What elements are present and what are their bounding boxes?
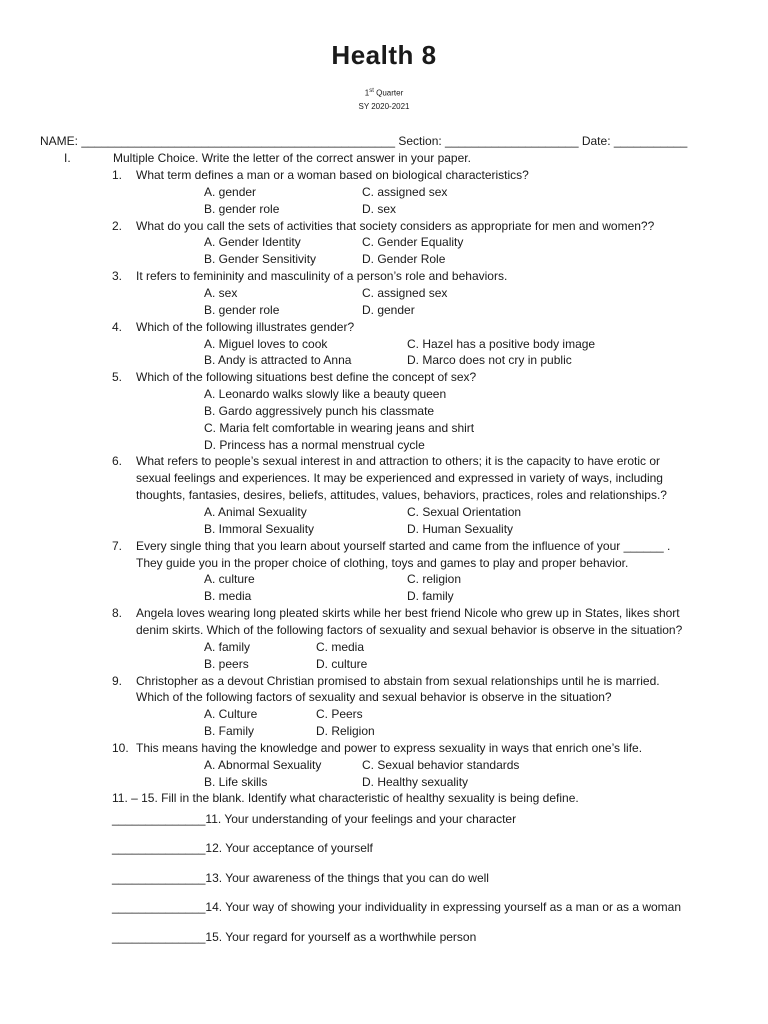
question-text: This means having the knowledge and power to express sexuality in ways that enrich one’s life. [136, 740, 643, 755]
info-line: NAME: _______________________________________________ Section: ____________________ Date: ___________ [40, 134, 688, 148]
question-text: They guide you in the proper choice of clothing, toys and games to play and proper behavior. [136, 555, 629, 570]
answer-option: A. culture [204, 572, 255, 587]
answer-option: B. media [204, 589, 252, 604]
answer-option: D. sex [362, 201, 397, 216]
answer-option: A. sex [204, 285, 238, 300]
quarter-number: 1 [364, 88, 370, 98]
question-text: denim skirts. Which of the following factors of sexuality and sexual behavior is observe in the situation? [136, 622, 683, 637]
question-text: sexual feelings and experiences. It may be experienced and expressed in variety of ways, including [136, 471, 663, 486]
answer-option: B. gender role [204, 201, 280, 216]
answer-option: C. Peers [316, 707, 363, 722]
fill-in-item: ______________11. Your understanding of your feelings and your character [112, 812, 517, 826]
answer-option: B. Immoral Sexuality [204, 521, 315, 536]
question-number: 1. [112, 168, 123, 182]
question-text: Which of the following situations best define the concept of sex? [136, 370, 477, 385]
answer-option: D. Marco does not cry in public [407, 353, 572, 368]
question-text: Which of the following factors of sexuality and sexual behavior is observe in the situation? [136, 690, 612, 705]
answer-option: C. Maria felt comfortable in wearing jeans and shirt [204, 420, 475, 435]
answer-option: D. Religion [316, 724, 375, 739]
question-text: It refers to femininity and masculinity of a person’s role and behaviors. [136, 269, 508, 284]
answer-option: D. Princess has a normal menstrual cycle [204, 437, 425, 452]
answer-option: D. Healthy sexuality [362, 774, 469, 789]
answer-option: C. assigned sex [362, 184, 448, 199]
fill-in-item: ______________15. Your regard for yourself as a worthwhile person [112, 930, 477, 944]
answer-option: C. Hazel has a positive body image [407, 336, 596, 351]
answer-option: A. Abnormal Sexuality [204, 757, 322, 772]
answer-option: C. Sexual Orientation [407, 505, 522, 519]
answer-option: D. Gender Role [362, 252, 446, 267]
question-text: What do you call the sets of activities that society considers as appropriate for men and women?? [136, 218, 655, 233]
answer-option: A. Leonardo walks slowly like a beauty queen [204, 387, 447, 402]
fill-in-item: ______________14. Your way of showing your individuality in expressing yourself as a man or as a woman [112, 900, 682, 914]
page-title: Health 8 [331, 40, 437, 70]
answer-option: D. gender [362, 302, 415, 317]
question-text: Angela loves wearing long pleated skirts while her best friend Nicole who grew up in States, likes short [136, 606, 680, 621]
answer-option: C. Sexual behavior standards [362, 757, 520, 772]
answer-option: D. family [407, 589, 454, 604]
question-number: 8. [112, 606, 123, 621]
answer-option: C. religion [407, 572, 462, 587]
question-number: 9. [112, 673, 123, 688]
question-number: 7. [112, 538, 123, 553]
answer-option: B. Gender Sensitivity [204, 252, 317, 267]
question-number: 5. [112, 370, 123, 385]
answer-option: A. Culture [204, 707, 258, 722]
question-number: 4. [112, 319, 123, 334]
answer-option: B. Gardo aggressively punch his classmate [204, 403, 435, 418]
section-heading: Multiple Choice. Write the letter of the correct answer in your paper. [113, 151, 471, 165]
question-text: Every single thing that you learn about yourself started and came from the influence of your ______ . [136, 538, 671, 553]
question-number: 6. [112, 454, 123, 469]
quarter-label [0, 88, 768, 98]
answer-option: C. Gender Equality [362, 235, 464, 250]
fill-in-item: ______________12. Your acceptance of yourself [112, 841, 373, 855]
question-text: Christopher as a devout Christian promised to abstain from sexual relationships until he is married. [136, 673, 660, 688]
answer-option: A. Gender Identity [204, 235, 301, 250]
answer-option: B. Life skills [204, 774, 268, 789]
answer-option: B. Andy is attracted to Anna [204, 353, 352, 368]
answer-option: B. gender role [204, 302, 280, 317]
section-roman: I. [64, 151, 71, 165]
answer-option: C. media [316, 639, 365, 654]
question-text: What term defines a man or a woman based on biological characteristics? [136, 168, 529, 182]
question-text: thoughts, fantasies, desires, beliefs, attitudes, values, behaviors, practices, roles and relationships.? [136, 488, 667, 503]
answer-option: A. gender [204, 184, 257, 199]
answer-option: B. Family [204, 724, 255, 739]
quarter-ordinal: st [369, 88, 374, 94]
answer-option: C. assigned sex [362, 285, 448, 300]
answer-option: B. peers [204, 656, 249, 671]
question-number: 3. [112, 269, 123, 284]
question-number: 10. [112, 740, 129, 755]
answer-option: A. Animal Sexuality [204, 505, 307, 519]
answer-option: A. Miguel loves to cook [204, 336, 328, 351]
quarter-word: Quarter [373, 88, 404, 98]
answer-option: D. Human Sexuality [407, 521, 514, 536]
answer-option: A. family [204, 639, 251, 654]
school-year: SY 2020-2021 [358, 102, 410, 111]
fill-in-heading: 11. – 15. Fill in the blank. Identify what characteristic of healthy sexuality is being define. [112, 791, 579, 806]
answer-option: D. culture [316, 656, 368, 671]
question-text: What refers to people’s sexual interest in and attraction to others; it is the capacity to have erotic or [136, 454, 661, 469]
fill-in-item: ______________13. Your awareness of the things that you can do well [112, 871, 489, 885]
question-number: 2. [112, 218, 123, 233]
question-text: Which of the following illustrates gender? [136, 319, 355, 334]
